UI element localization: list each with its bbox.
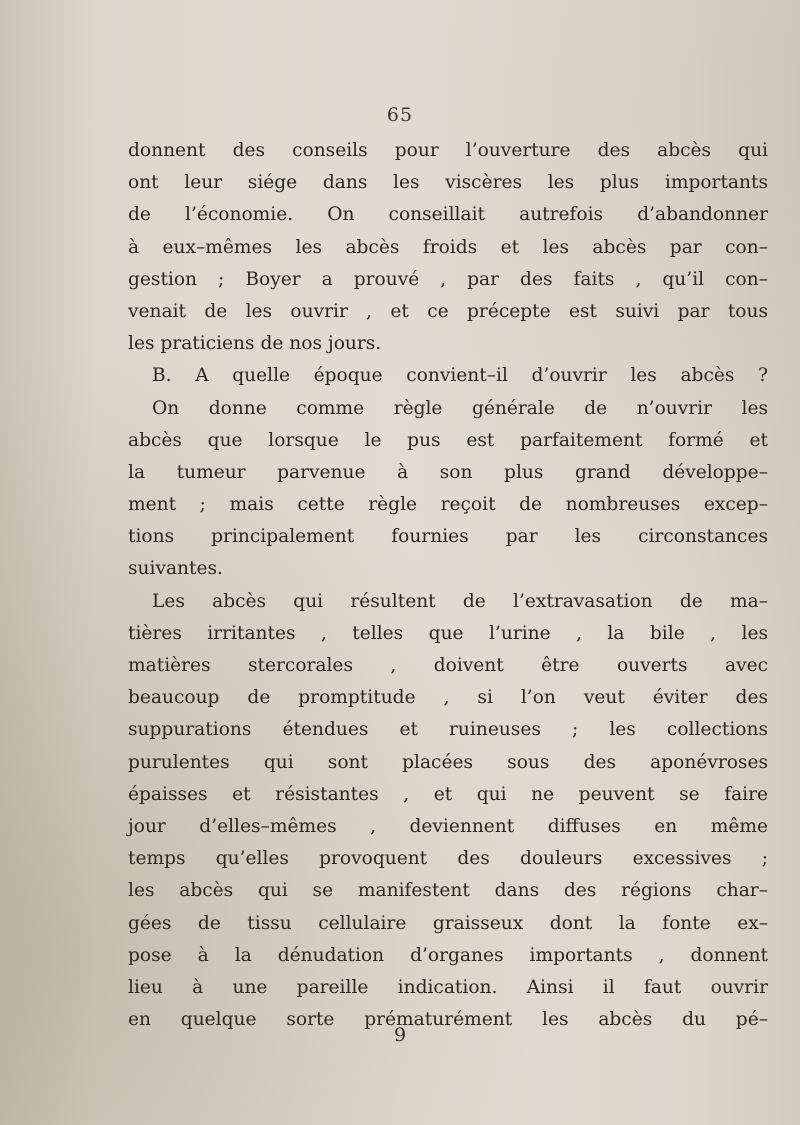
text-line: suivantes. bbox=[128, 558, 223, 580]
text-line: matières stercorales , doivent être ouverts avec bbox=[128, 655, 768, 676]
body-text bbox=[128, 135, 768, 1036]
text-line: gestion ; Boyer a prouvé , par des faits , qu’il con– bbox=[128, 268, 768, 290]
text-line: jour d’elles–mêmes , deviennent diffuses en même bbox=[128, 815, 768, 837]
text-line: en quelque sorte prématurément les abcès du pé– bbox=[128, 1009, 768, 1031]
text-line: les praticiens de nos jours. bbox=[128, 333, 382, 355]
text-line: purulentes qui sont placées sous des aponévroses bbox=[128, 751, 768, 773]
text-line: pose à la dénudation d’organes importants , donnent bbox=[128, 944, 768, 966]
text-line: tions principalement fournies par les circonstances bbox=[128, 526, 768, 548]
text-line: beaucoup de promptitude , si l’on veut éviter des bbox=[128, 687, 768, 709]
text-line: Les abcès qui résultent de l’extravasation de ma– bbox=[152, 590, 768, 612]
text-line: de l’économie. On conseillait autrefois d’abandonner bbox=[128, 204, 768, 226]
text-line: donnent des conseils pour l’ouverture des abcès qui bbox=[128, 140, 768, 161]
text-line: venait de les ouvrir , et ce précepte est suivi par tous bbox=[128, 300, 768, 322]
signature-mark: 9 bbox=[393, 1024, 407, 1046]
text-line: On donne comme règle générale de n’ouvrir les bbox=[152, 397, 768, 419]
text-line: abcès que lorsque le pus est parfaitement formé et bbox=[128, 429, 768, 451]
text-line: la tumeur parvenue à son plus grand développe– bbox=[128, 461, 768, 483]
text-line: ment ; mais cette règle reçoit de nombreuses excep– bbox=[128, 494, 768, 516]
text-line: tières irritantes , telles que l’urine , la bile , les bbox=[128, 622, 768, 644]
text-line: ont leur siége dans les viscères les plus importants bbox=[128, 172, 768, 194]
text-line: gées de tissu cellulaire graisseux dont la fonte ex– bbox=[128, 912, 768, 934]
text-line: lieu à une pareille indication. Ainsi il faut ouvrir bbox=[128, 976, 768, 998]
text-line: suppurations étendues et ruineuses ; les collections bbox=[128, 719, 768, 741]
page-number: 65 bbox=[386, 104, 414, 126]
text-line: les abcès qui se manifestent dans des régions char– bbox=[128, 880, 768, 902]
text-line: B. A quelle époque convient–il d’ouvrir les abcès ? bbox=[152, 365, 768, 387]
text-line: à eux–mêmes les abcès froids et les abcès par con– bbox=[128, 236, 768, 258]
text-line: temps qu’elles provoquent des douleurs excessives ; bbox=[128, 848, 768, 870]
text-line: épaisses et résistantes , et qui ne peuvent se faire bbox=[128, 783, 768, 805]
